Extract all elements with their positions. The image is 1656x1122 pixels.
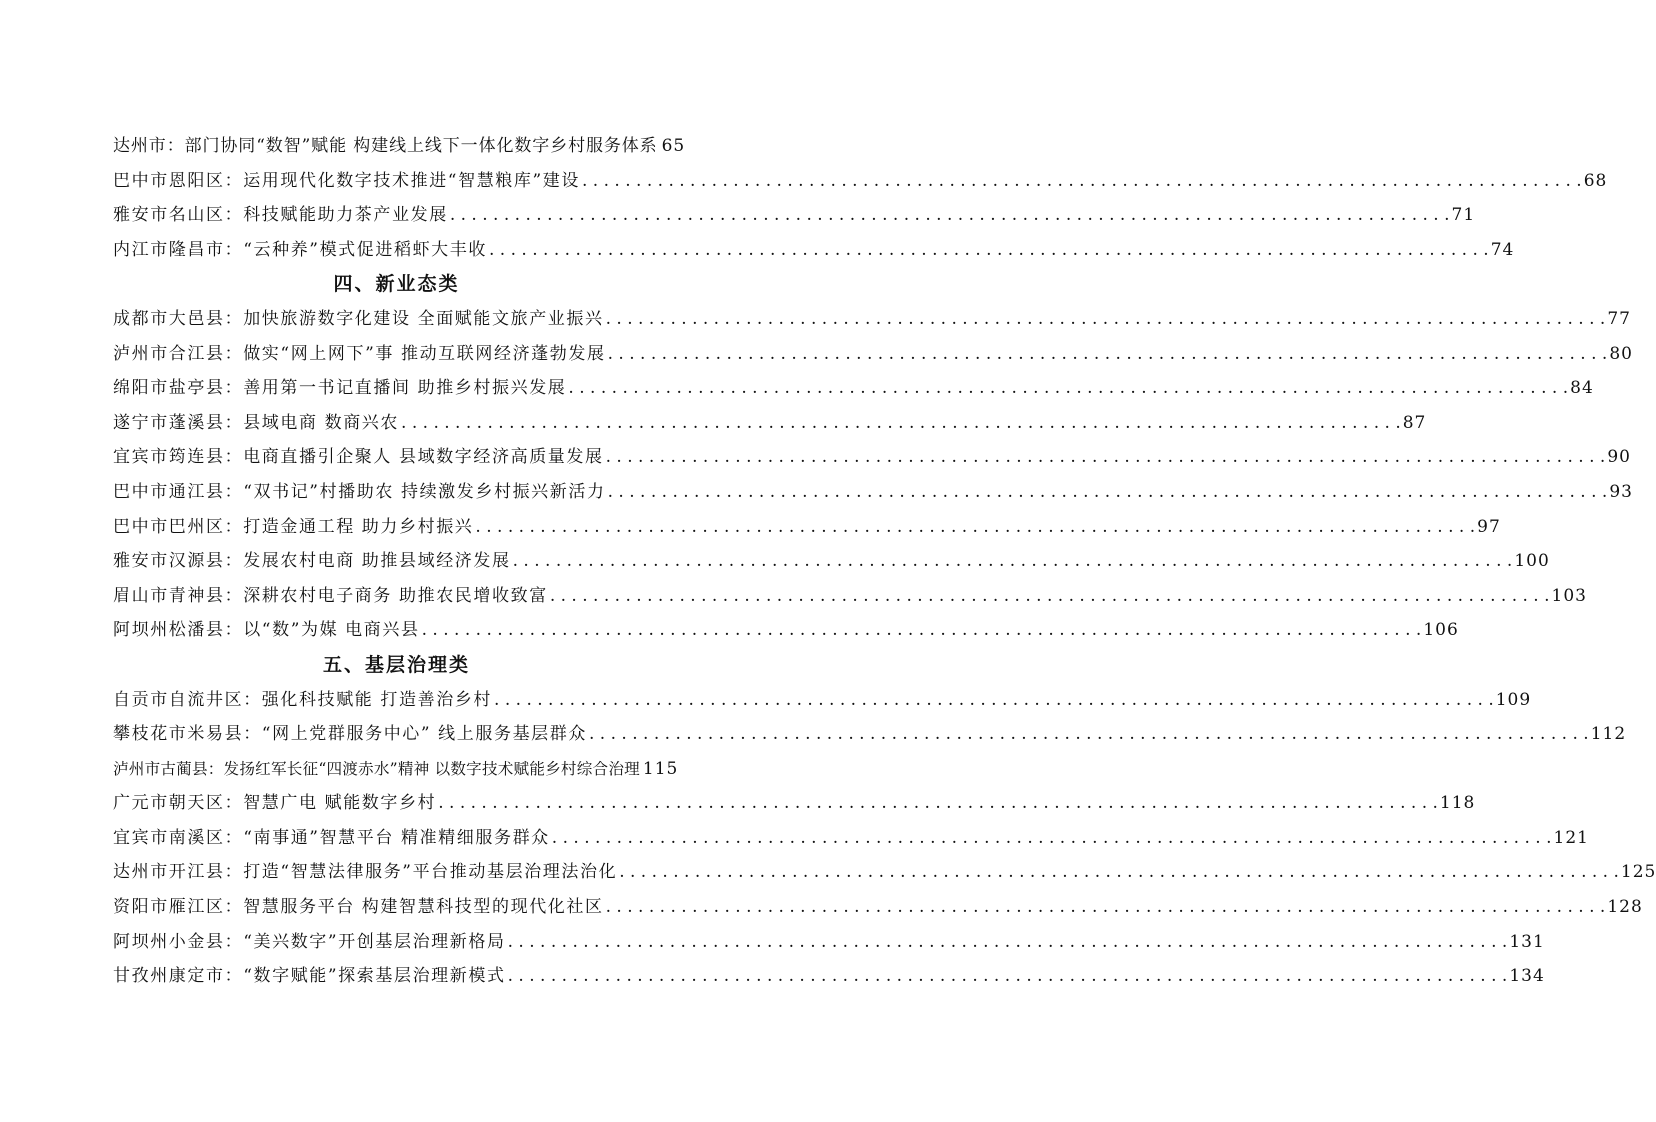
toc-entry-title: 雅安市汉源县：发展农村电商 助推县域经济发展 [113,551,511,572]
section-heading-grassroots-governance: 五、基层治理类 [322,653,470,676]
toc-entry-page: 115 [642,758,679,779]
toc-leader-dots [606,890,1606,925]
toc-entry-title: 阿坝州小金县：“美兴数字”开创基层治理新格局 [113,931,506,952]
toc-entry-page: 106 [1423,620,1459,641]
toc-entry[interactable] [113,579,1587,614]
toc-entry-page: 77 [1607,308,1631,329]
toc-entry[interactable] [113,302,1631,337]
toc-leader-dots [475,510,1475,545]
toc-entry[interactable] [113,510,1501,545]
toc-leader-dots [494,683,1494,718]
toc-entry-title: 巴中市巴州区：打造金通工程 助力乡村振兴 [113,516,474,537]
toc-entry-title: 绵阳市盐亭县：善用第一书记直播间 助推乡村振兴发展 [113,378,567,399]
toc-leader-dots [422,613,1422,648]
toc-entry-title: 遂宁市蓬溪县：县域电商 数商兴农 [113,412,400,433]
toc-entry[interactable] [113,683,1532,718]
toc-entry-page: 125 [1620,862,1656,883]
toc-entry-title: 广元市朝天区：智慧广电 赋能数字乡村 [113,793,437,814]
toc-entry-page: 68 [1583,170,1608,191]
toc-leader-dots [550,579,1550,614]
toc-leader-dots [450,198,1450,233]
toc-entry[interactable] [113,752,680,787]
toc-entry-title: 泸州市古蔺县：发扬红军长征“四渡赤水”精神 以数字技术赋能乡村综合治理 [113,759,640,778]
toc-entry[interactable] [113,786,1476,821]
toc-entry[interactable] [113,821,1589,856]
toc-entry[interactable] [113,959,1545,994]
toc-entry[interactable] [113,475,1633,510]
toc-entry-title: 雅安市名山区：科技赋能助力茶产业发展 [113,205,448,226]
toc-entry-title: 泸州市合江县：做实“网上网下”事 推动互联网经济蓬勃发展 [113,343,606,364]
toc-entry-page: 112 [1590,724,1627,745]
toc-entry[interactable] [113,371,1594,406]
toc-entry-page: 90 [1607,447,1631,468]
toc-leader-dots [619,855,1619,890]
toc-entry-page: 134 [1509,966,1545,987]
toc-leader-dots [589,717,1589,752]
toc-entry[interactable] [113,440,1631,475]
toc-entry-title: 宜宾市南溪区：“南事通”智慧平台 精准精细服务群众 [113,827,550,848]
toc-leader-dots [568,371,1568,406]
toc-leader-dots [608,475,1608,510]
toc-entry[interactable] [113,406,1427,441]
toc-entry[interactable] [113,925,1545,960]
toc-entry-page: 128 [1607,897,1643,918]
toc-leader-dots [489,233,1489,268]
toc-leader-dots [401,406,1401,441]
toc-leader-dots [606,440,1606,475]
section-heading-new-business: 四、新业态类 [333,273,460,296]
toc-entry[interactable] [113,717,1627,752]
toc-entry-page: 65 [661,136,686,156]
toc-entry-page: 71 [1451,205,1476,226]
toc-leader-dots [438,786,1438,821]
toc-entry[interactable] [113,198,1476,233]
toc-entry-page: 109 [1495,689,1532,710]
toc-leader-dots [606,302,1606,337]
toc-leader-dots [552,821,1552,856]
toc-entry-page: 97 [1477,516,1501,537]
toc-entry-page: 74 [1490,239,1515,260]
toc-entry[interactable] [113,164,1608,199]
toc-entry-title: 甘孜州康定市：“数字赋能”探索基层治理新模式 [113,966,506,987]
toc-entry-page: 131 [1509,931,1545,952]
toc-entry-title: 巴中市恩阳区：运用现代化数字技术推进“智慧粮库”建设 [113,170,580,191]
toc-entry[interactable] [113,129,686,164]
toc-entry-title: 资阳市雁江区：智慧服务平台 构建智慧科技型的现代化社区 [113,897,604,918]
toc-entry-title: 达州市开江县：打造“智慧法律服务”平台推动基层治理法治化 [113,862,618,883]
toc-entry-title: 巴中市通江县：“双书记”村播助农 持续激发乡村振兴新活力 [113,481,606,502]
toc-entry[interactable] [113,233,1515,268]
toc-entry-page: 87 [1402,412,1427,433]
toc-entry[interactable] [113,337,1633,372]
toc-entry[interactable] [113,855,1656,890]
toc-entry-title: 攀枝花市米易县：“网上党群服务中心” 线上服务基层群众 [113,724,587,745]
toc-entry[interactable] [113,544,1550,579]
toc-entry-title: 阿坝州松潘县：以“数”为媒 电商兴县 [113,620,420,641]
toc-entry-page: 121 [1553,827,1589,848]
table-of-contents [113,129,1656,994]
toc-leader-dots [582,164,1582,199]
toc-leader-dots [513,544,1513,579]
toc-entry-page: 80 [1609,343,1633,364]
toc-entry[interactable] [113,613,1459,648]
toc-entry-title: 自贡市自流井区：强化科技赋能 打造善治乡村 [113,689,493,710]
toc-entry-page: 100 [1514,551,1550,572]
toc-entry-title: 成都市大邑县：加快旅游数字化建设 全面赋能文旅产业振兴 [113,308,604,329]
toc-entry-page: 84 [1570,378,1594,399]
toc-leader-dots [508,925,1508,960]
toc-entry-title: 达州市：部门协同“数智”赋能 构建线上线下一体化数字乡村服务体系 [113,136,658,156]
toc-entry-page: 103 [1551,585,1587,606]
toc-entry-title: 宜宾市筠连县：电商直播引企聚人 县域数字经济高质量发展 [113,447,604,468]
toc-entry[interactable] [113,890,1643,925]
toc-entry-page: 93 [1609,481,1633,502]
toc-entry-page: 118 [1439,793,1476,814]
toc-entry-title: 眉山市青神县：深耕农村电子商务 助推农民增收致富 [113,585,548,606]
toc-leader-dots [508,959,1508,994]
toc-entry-title: 内江市隆昌市：“云种养”模式促进稻虾大丰收 [113,239,487,260]
toc-leader-dots [608,337,1608,372]
